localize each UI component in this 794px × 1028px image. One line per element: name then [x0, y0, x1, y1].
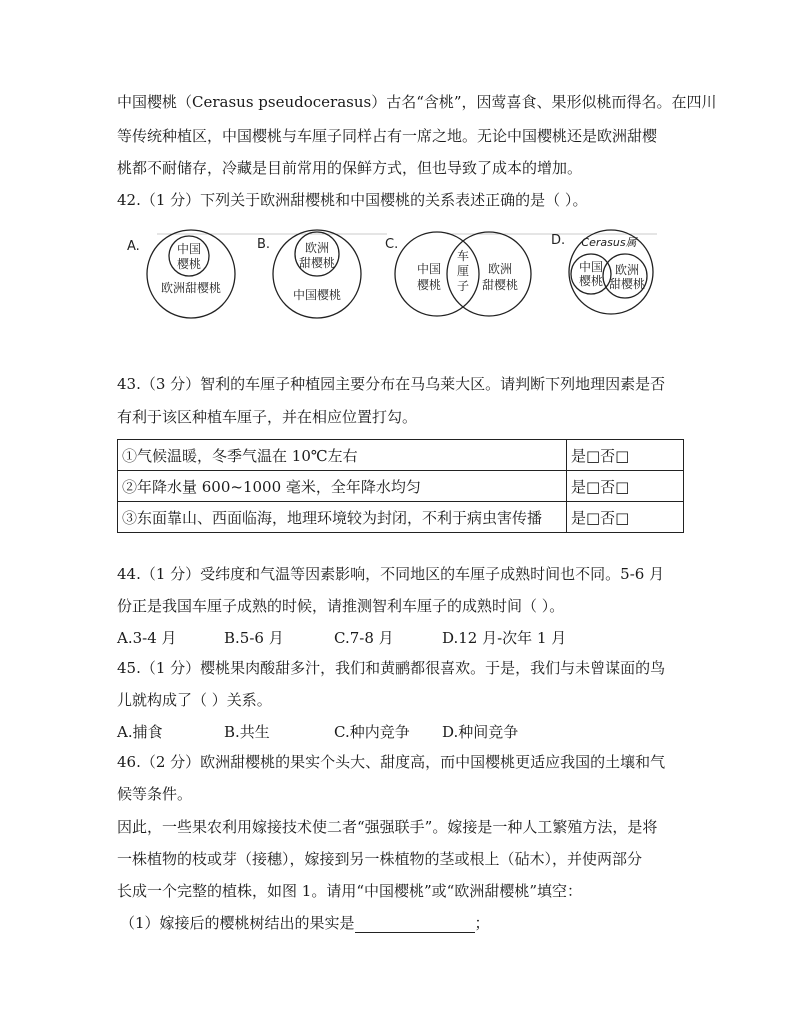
q44-option-d[interactable]: D.12 月-次年 1 月: [442, 629, 567, 647]
q44-option-a[interactable]: A.3-4 月: [117, 629, 177, 647]
option-a-outer: 欧洲甜樱桃: [160, 281, 222, 295]
q42-venn-options: [117, 226, 677, 326]
option-b-letter: B.: [257, 237, 271, 252]
intro-line-2: 等传统种植区，中国樱桃与车厘子同样占有一席之地。无论中国樱桃还是欧洲甜樱: [117, 127, 658, 145]
option-a-inner-2: 樱桃: [176, 257, 202, 271]
option-d-left-1: 中国: [578, 260, 604, 274]
q42-stem: 42.（1 分）下列关于欧洲甜樱桃和中国樱桃的关系表述正确的是（ ）。: [117, 191, 588, 209]
factor-cell: ②年降水量 600~1000 毫米，全年降水均匀: [118, 471, 567, 502]
option-b-diagram[interactable]: [257, 230, 361, 318]
q46-para-3: 长成一个完整的植株，如图 1。请用“中国樱桃”或“欧洲甜樱桃”填空：: [117, 882, 582, 900]
q46-stem-2: 候等条件。: [117, 785, 193, 803]
q43-table: [117, 439, 684, 533]
option-d-right-2: 甜樱桃: [608, 277, 646, 291]
table-row: [118, 502, 684, 533]
q46-para-2: 一株植物的枝或芽（接穗），嫁接到另一株植物的茎或根上（砧木），并使两部分: [117, 850, 643, 868]
option-c-right-2: 甜樱桃: [481, 278, 519, 292]
factor-cell: ③东面靠山、西面临海，地理环境较为封闭，不利于病虫害传播: [118, 502, 567, 533]
q45-stem-1: 45.（1 分）樱桃果肉酸甜多汁，我们和黄鹂都很喜欢。于是，我们与未曾谋面的鸟: [117, 659, 666, 677]
intro-line-3: 桃都不耐储存，冷藏是目前常用的保鲜方式，但也导致了成本的增加。: [117, 159, 583, 177]
table-row: [118, 440, 684, 471]
q45-option-b[interactable]: B.共生: [224, 723, 270, 741]
option-c-diagram[interactable]: [385, 232, 531, 316]
answer-cell[interactable]: 是□否□: [567, 471, 684, 502]
q45-stem-2: 儿就构成了（ ）关系。: [117, 691, 272, 709]
option-c-left-1: 中国: [416, 262, 442, 276]
q46-sub-1: [120, 913, 490, 933]
option-d-outer: Cerasus属: [581, 236, 637, 249]
answer-cell[interactable]: 是□否□: [567, 440, 684, 471]
option-d-diagram[interactable]: [551, 230, 653, 314]
q43-stem-2: 有利于该区种植车厘子，并在相应位置打勾。: [117, 408, 418, 426]
option-a-diagram[interactable]: [127, 230, 235, 318]
option-d-right-1: 欧洲: [614, 263, 640, 277]
option-c-letter: C.: [385, 237, 399, 252]
q46-stem-1: 46.（2 分）欧洲甜樱桃的果实个头大、甜度高，而中国樱桃更适应我国的土壤和气: [117, 753, 666, 771]
option-d-left-2: 樱桃: [578, 274, 604, 288]
answer-cell[interactable]: 是□否□: [567, 502, 684, 533]
intro-line-1: 中国樱桃（Cerasus pseudocerasus）古名“含桃”，因莺喜食、果形似桃而得名。在四川: [117, 93, 717, 111]
option-a-letter: A.: [127, 239, 140, 254]
q45-option-a[interactable]: A.捕食: [117, 723, 163, 741]
factor-cell: ①气候温暖，冬季气温在 10℃左右: [118, 440, 567, 471]
option-c-left-2: 樱桃: [416, 278, 442, 292]
option-b-inner-2: 甜樱桃: [298, 256, 336, 270]
option-c-mid-2: 厘: [456, 264, 470, 278]
q46-para-1: 因此，一些果农利用嫁接技术使二者“强强联手”。嫁接是一种人工繁殖方法，是将: [117, 818, 658, 836]
q44-option-b[interactable]: B.5-6 月: [224, 629, 284, 647]
option-c-mid-3: 子: [456, 279, 470, 293]
table-row: [118, 471, 684, 502]
q46-sub-1-label: （1）嫁接后的樱桃树结出的果实是: [120, 914, 355, 932]
option-d-letter: D.: [551, 233, 566, 248]
q45-option-d[interactable]: D.种间竞争: [442, 723, 519, 741]
option-c-right-1: 欧洲: [487, 262, 513, 276]
q46-sub-1-end: ；: [474, 914, 490, 932]
q44-stem-2: 份正是我国车厘子成熟的时候，请推测智利车厘子的成熟时间（ ）。: [117, 597, 565, 615]
option-c-mid-1: 车: [456, 249, 470, 263]
answer-blank[interactable]: [355, 916, 475, 933]
option-a-inner-1: 中国: [176, 242, 202, 256]
q44-stem-1: 44.（1 分）受纬度和气温等因素影响，不同地区的车厘子成熟时间也不同。5-6 月: [117, 565, 665, 583]
option-b-outer: 中国樱桃: [292, 288, 342, 302]
q44-option-c[interactable]: C.7-8 月: [334, 629, 394, 647]
option-b-inner-1: 欧洲: [304, 241, 330, 255]
q45-option-c[interactable]: C.种内竞争: [334, 723, 410, 741]
q43-stem-1: 43.（3 分）智利的车厘子种植园主要分布在马乌莱大区。请判断下列地理因素是否: [117, 375, 666, 393]
